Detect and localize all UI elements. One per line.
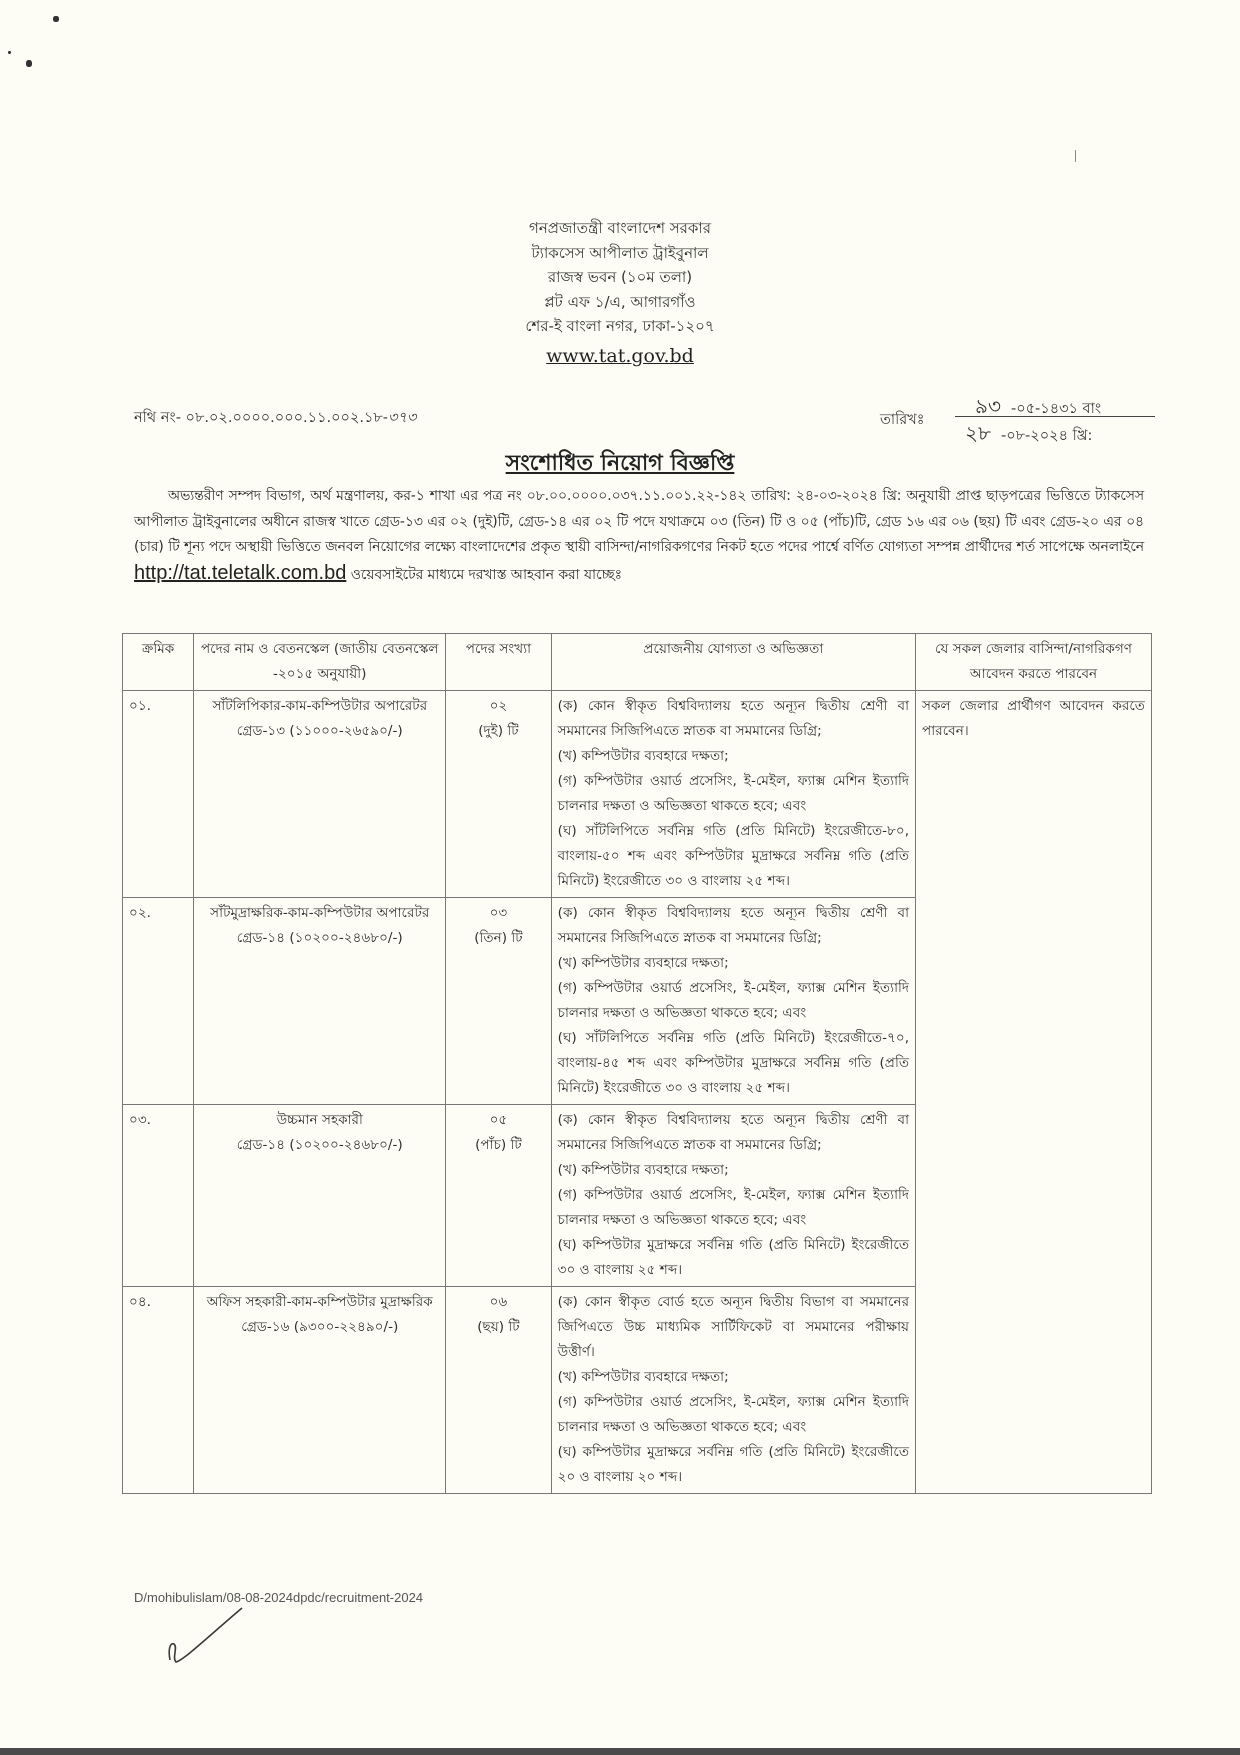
english-date-rest: -০৮-২০২৪ খ্রি: — [1000, 428, 1093, 444]
header-serial: ক্রমিক — [123, 634, 194, 691]
qualification-item: (ক) কোন স্বীকৃত বিশ্ববিদ্যালয় হতে অন্যূন দ্বিতীয় শ্রেণী বা সমমানের সিজিপিএতে স্নাতক বা সমমানের ডিগ্রি; — [557, 905, 910, 946]
cell-qualification — [551, 898, 915, 1105]
english-day-handwritten: ২৮ — [965, 421, 991, 445]
table-header-row — [123, 634, 1152, 691]
signature-mark — [160, 1600, 260, 1670]
cell-count — [446, 898, 551, 1105]
pay-grade: গ্রেড-১৪ (১০২০০-২৪৬৮০/-) — [236, 930, 403, 946]
qualification-item: (ক) কোন স্বীকৃত বিশ্ববিদ্যালয় হতে অন্যূন দ্বিতীয় শ্রেণী বা সমমানের সিজিপিএতে স্নাতক বা সমমানের ডিগ্রি; — [557, 1112, 910, 1153]
post-count-word: (পাঁচ) টি — [475, 1137, 522, 1153]
cell-qualification — [551, 691, 915, 898]
pay-grade: গ্রেড-১৬ (৯৩০০-২২৪৯০/-) — [241, 1319, 399, 1335]
english-date — [955, 417, 1155, 443]
cell-count — [446, 1105, 551, 1287]
post-count-number: ০৩ — [489, 905, 508, 921]
qualification-item: (ক) কোন স্বীকৃত বিশ্ববিদ্যালয় হতে অন্যূন দ্বিতীয় শ্রেণী বা সমমানের সিজিপিএতে স্নাতক বা সমমানের ডিগ্রি; — [557, 698, 910, 739]
header-eligibility: যে সকল জেলার বাসিন্দা/নাগরিকগণ আবেদন করতে পারবেন — [916, 634, 1152, 691]
vacancy-table — [122, 633, 1152, 1494]
memo-label: নথি নং- — [134, 410, 181, 426]
cell-serial — [123, 691, 194, 898]
scan-mark — [1075, 150, 1076, 162]
qualification-item: (গ) কম্পিউটার ওয়ার্ড প্রসেসিং, ই-মেইল, ফ্যাক্স মেশিন ইত্যাদি চালনার দক্ষতা ও অভিজ্ঞতা থাকতে হবে; এবং — [557, 1187, 910, 1228]
cell-count — [446, 691, 551, 898]
serial-number: ০৪. — [129, 1294, 151, 1310]
intro-text: অভ্যন্তরীণ সম্পদ বিভাগ, অর্থ মন্ত্রণালয়, কর-১ শাখা এর পত্র নং ০৮.০০.০০০০.০৩৭.১১.০০১.২২-১৪২ তারিখ: ২৪-০৩-২০২৪ খ্রি: অনুযায়ী প্রাপ্ত ছাড়পত্রের ভিত্তিতে ট্যাকসেস আপীলাত ট্রাইবুনালের অধীনে রাজস্ব খাতে গ্রেড-১৩ এর ০২ (দুই)টি, গ্রেড-১৪ এর ০২ টি পদে যথাক্রমে ০৩ (তিন) টি ও ০৫ (পাঁচ)টি, গ্রেড ১৬ এর ০৬ (ছয়) টি এবং গ্রেড-২০ এর ০৪ (চার) টি শূন্য পদে অস্থায়ী ভিত্তিতে জনবল নিয়োগের লক্ষ্যে বাংলাদেশের প্রকৃত স্থায়ী বাসিন্দা/নাগরিকগণের নিকট হতে পদের পার্শ্বে বর্ণিত যোগ্যতা সম্পন্ন প্রার্থীদের শর্ত সাপেক্ষে অনলাইনে — [134, 488, 1144, 555]
qualification-item: (গ) কম্পিউটার ওয়ার্ড প্রসেসিং, ই-মেইল, ফ্যাক্স মেশিন ইত্যাদি চালনার দক্ষতা ও অভিজ্ঞতা থাকতে হবে; এবং — [557, 773, 910, 814]
serial-number: ০৩. — [129, 1112, 151, 1128]
post-count-word: (দুই) টি — [478, 723, 519, 739]
cell-count — [446, 1287, 551, 1494]
bangla-day-handwritten: ৯৩ — [975, 394, 1001, 418]
cell-post — [194, 691, 446, 898]
date-label: তারিখঃ — [880, 412, 925, 428]
building-line: রাজস্ব ভবন (১০ম তলা) — [547, 268, 693, 286]
qualification-item: (গ) কম্পিউটার ওয়ার্ড প্রসেসিং, ই-মেইল, ফ্যাক্স মেশিন ইত্যাদি চালনার দক্ষতা ও অভিজ্ঞতা থাকতে হবে; এবং — [557, 1394, 910, 1435]
file-path: D/mohibulislam/08-08-2024dpdc/recruitment-2024 — [134, 1590, 424, 1605]
cell-qualification — [551, 1105, 915, 1287]
notice-title: সংশোধিত নিয়োগ বিজ্ঞপ্তি — [505, 451, 735, 476]
memo-number — [134, 407, 416, 431]
post-count-word: (তিন) টি — [474, 930, 523, 946]
qualification-item: (ঘ) কম্পিউটার মুদ্রাক্ষরে সর্বনিম্ন গতি (প্রতি মিনিটে) ইংরেজীতে ৩০ ও বাংলায় ২৫ শব্দ। — [557, 1237, 910, 1278]
date-values — [955, 392, 1155, 443]
serial-number: ০২. — [129, 905, 151, 921]
scan-speck — [53, 16, 59, 22]
qualification-item: (খ) কম্পিউটার ব্যবহারে দক্ষতা; — [557, 955, 729, 971]
qualification-item: (খ) কম্পিউটার ব্যবহারে দক্ষতা; — [557, 748, 729, 764]
cell-serial — [123, 1105, 194, 1287]
cell-serial — [123, 1287, 194, 1494]
post-count-word: (ছয়) টি — [477, 1319, 520, 1335]
header-qualification: প্রয়োজনীয় যোগ্যতা ও অভিজ্ঞতা — [551, 634, 915, 691]
qualification-item: (ঘ) সাঁটলিপিতে সর্বনিম্ন গতি (প্রতি মিনিটে) ইংরেজীতে-৭০, বাংলায়-৪৫ শব্দ এবং কম্পিউটার মুদ্রাক্ষরে সর্বনিম্ন গতি (প্রতি মিনিটে) ইংরেজীতে ৩০ ও বাংলায় ২৫ শব্দ। — [557, 1030, 910, 1096]
pay-grade: গ্রেড-১৩ (১১০০০-২৬৫৯০/-) — [236, 723, 403, 739]
memo-value: ০৮.০২.০০০০.০০০.১১.০০২.১৮- — [185, 410, 389, 426]
table-row — [123, 691, 1152, 898]
govt-name: গনপ্রজাতন্ত্রী বাংলাদেশ সরকার — [529, 219, 711, 237]
qualification-item: (ঘ) সাঁটলিপিতে সর্বনিম্ন গতি (প্রতি মিনিটে) ইংরেজীতে-৮০, বাংলায়-৫০ শব্দ এবং কম্পিউটার মুদ্রাক্ষরে সর্বনিম্ন গতি (প্রতি মিনিটে) ইংরেজীতে ৩০ ও বাংলায় ২৫ শব্দ। — [557, 823, 910, 889]
bangla-date — [955, 392, 1155, 417]
bangla-date-rest: -০৫-১৪৩১ বাং — [1010, 401, 1102, 417]
cell-qualification — [551, 1287, 915, 1494]
serial-number: ০১. — [129, 698, 151, 714]
cell-post — [194, 898, 446, 1105]
plot-line: প্লট এফ ১/এ, আগারগাঁও — [544, 292, 696, 311]
qualification-item: (খ) কম্পিউটার ব্যবহারে দক্ষতা; — [557, 1162, 729, 1178]
intro-tail: ওয়েবসাইটের মাধ্যমে দরখাস্ত আহবান করা যাচ্ছেঃ — [346, 566, 622, 583]
qualification-item: (ঘ) কম্পিউটার মুদ্রাক্ষরে সর্বনিম্ন গতি (প্রতি মিনিটে) ইংরেজীতে ২০ ও বাংলায় ২০ শব্দ। — [557, 1444, 910, 1485]
eligibility-text: সকল জেলার প্রার্থীগণ আবেদন করতে পারবেন। — [922, 698, 1145, 739]
city-line: শের-ই বাংলা নগর, ঢাকা-১২০৭ — [525, 317, 715, 335]
memo-handwritten-suffix: ৩৭৩ — [388, 410, 417, 426]
scan-speck — [8, 51, 11, 54]
application-link[interactable]: http://tat.teletalk.com.bd — [134, 561, 347, 584]
intro-paragraph — [134, 484, 1144, 588]
letterhead — [0, 216, 1240, 369]
header-post: পদের নাম ও বেতনস্কেল (জাতীয় বেতনস্কেল -২০১৫ অনুযায়ী) — [194, 634, 446, 691]
pay-grade: গ্রেড-১৪ (১০২০০-২৪৬৮০/-) — [236, 1137, 403, 1153]
post-count-number: ০৬ — [489, 1294, 508, 1310]
post-name: সাঁটমুদ্রাক্ষরিক-কাম-কম্পিউটার অপারেটর — [210, 905, 430, 921]
cell-post — [194, 1287, 446, 1494]
cell-eligibility — [916, 691, 1152, 1494]
post-name: অফিস সহকারী-কাম-কম্পিউটার মুদ্রাক্ষরিক — [206, 1294, 433, 1310]
qualification-item: (ক) কোন স্বীকৃত বোর্ড হতে অন্যূন দ্বিতীয় বিভাগ বা সমমানের জিপিএতে উচ্চ মাধ্যমিক সার্টিফিকেট বা সমমানের পরীক্ষায় উত্তীর্ণ। — [557, 1294, 910, 1360]
post-name: সাঁটলিপিকার-কাম-কম্পিউটার অপারেটর — [212, 698, 428, 714]
cell-serial — [123, 898, 194, 1105]
qualification-item: (খ) কম্পিউটার ব্যবহারে দক্ষতা; — [557, 1369, 729, 1385]
header-count: পদের সংখ্যা — [446, 634, 551, 691]
website-link[interactable]: www.tat.gov.bd — [546, 344, 694, 367]
office-name: ট্যাকসেস আপীলাত ট্রাইবুনাল — [531, 243, 709, 262]
post-name: উচ্চমান সহকারী — [276, 1112, 363, 1128]
post-count-number: ০৫ — [489, 1112, 508, 1128]
post-count-number: ০২ — [489, 698, 508, 714]
cell-post — [194, 1105, 446, 1287]
qualification-item: (গ) কম্পিউটার ওয়ার্ড প্রসেসিং, ই-মেইল, ফ্যাক্স মেশিন ইত্যাদি চালনার দক্ষতা ও অভিজ্ঞতা থাকতে হবে; এবং — [557, 980, 910, 1021]
scan-speck — [26, 60, 32, 67]
scan-edge — [0, 1748, 1240, 1755]
